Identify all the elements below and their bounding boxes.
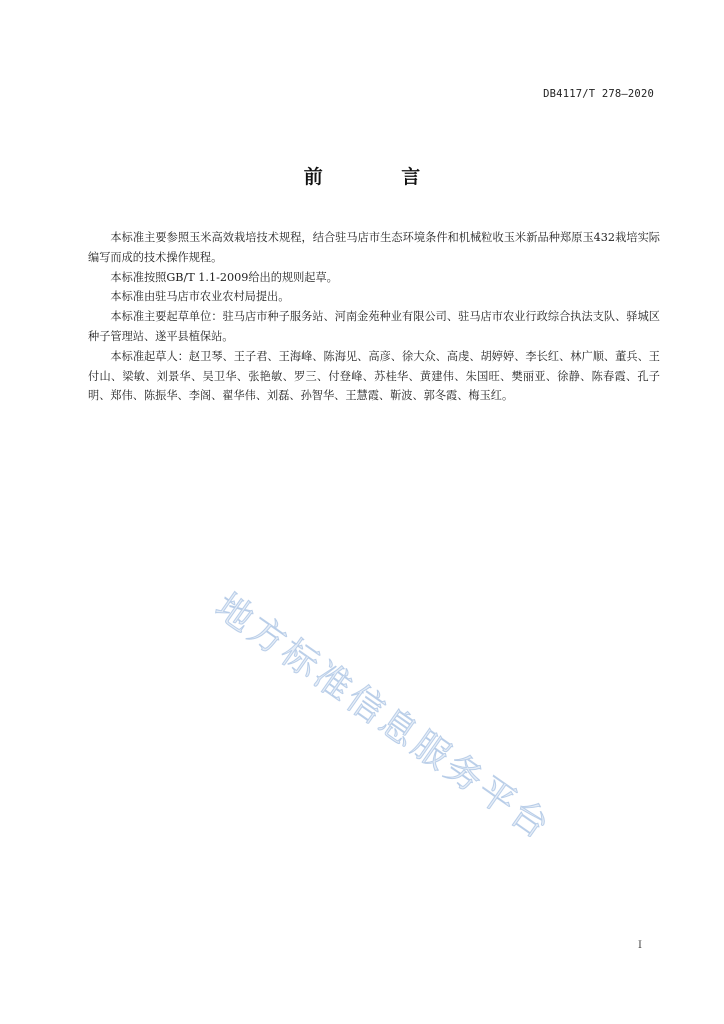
paragraph-drafters: 本标准起草人：赵卫琴、王子君、王海峰、陈海见、高彦、徐大众、高虔、胡婷婷、李长红、林广顺、董兵、王付山、梁敏、刘景华、吴卫华、张艳敏、罗三、付登峰、苏桂华、黄建伟、朱国旺、樊丽亚、徐静、陈春霞、孔子明、郑伟、陈振华、李阁、翟华伟、刘磊、孙智华、王慧霞、靳波、郭冬霞、梅玉红。 <box>88 349 660 403</box>
page-number: I <box>638 940 642 951</box>
paragraph-scope: 本标准主要参照玉米高效栽培技术规程，结合驻马店市生态环境条件和机械粒收玉米新品种郑原玉432栽培实际编写而成的技术操作规程。 <box>88 231 660 264</box>
foreword-title: 前 言 <box>303 166 457 188</box>
document-code: DB4117/T 278—2020 <box>543 88 654 100</box>
watermark: 地方标准信息服务平台 <box>207 585 559 849</box>
paragraph-drafting-rules: 本标准按照GB/T 1.1-2009给出的规则起草。 <box>110 270 338 284</box>
foreword-body <box>88 228 660 406</box>
paragraph-drafting-units: 本标准主要起草单位：驻马店市种子服务站、河南金苑种业有限公司、驻马店市农业行政综合执法支队、驿城区种子管理站、遂平县植保站。 <box>88 310 660 343</box>
paragraph-proposer: 本标准由驻马店市农业农村局提出。 <box>110 290 290 304</box>
